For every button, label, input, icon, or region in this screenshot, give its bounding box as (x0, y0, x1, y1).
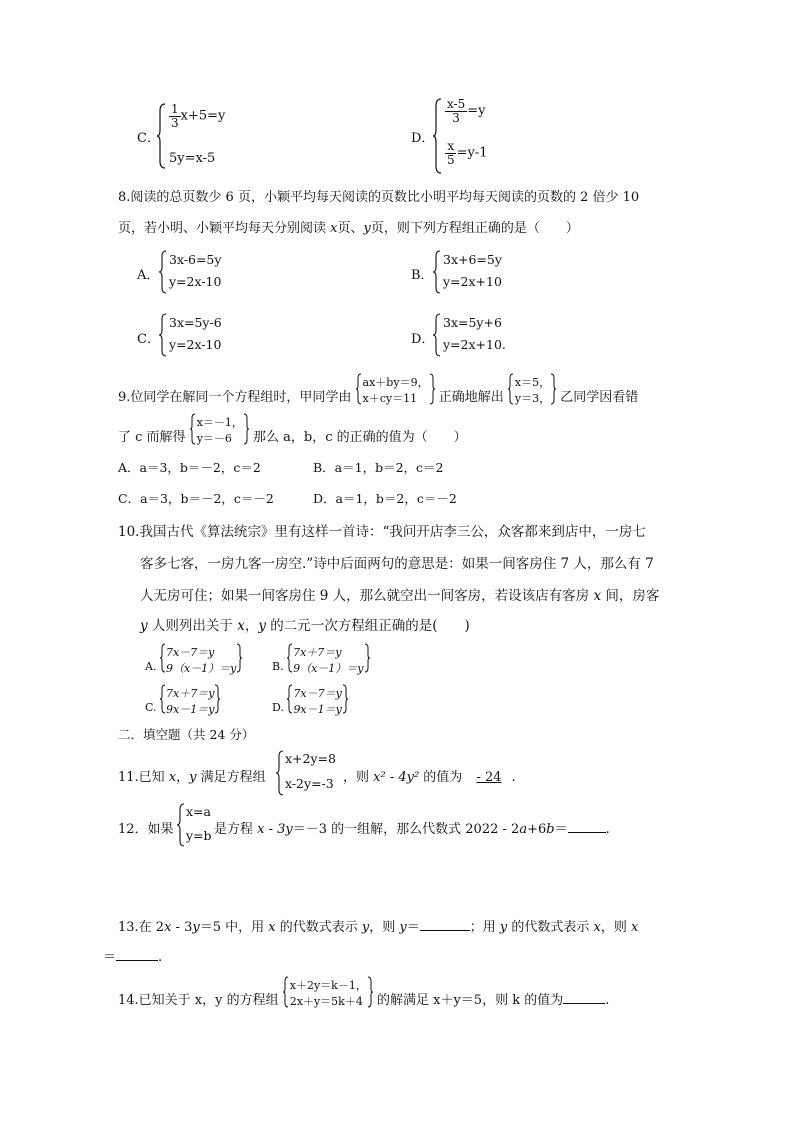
variable-x: x (330, 221, 338, 236)
q8-option-a-label: A． (137, 268, 160, 283)
q11-system (276, 750, 346, 796)
variable-x: x (631, 920, 639, 935)
right-brace-icon (243, 413, 249, 445)
fraction-denominator: 3 (171, 115, 179, 130)
q12-text-after (214, 818, 610, 837)
text: ；用 (469, 920, 500, 935)
q9-system-3 (190, 412, 249, 446)
equation-1: 7x＋7＝y (166, 687, 215, 700)
equation-2: y=2x+10 (443, 274, 502, 289)
equation-2: y＝－6 (196, 432, 232, 445)
left-brace-icon (433, 98, 443, 174)
q11-text-after (343, 766, 516, 785)
q13-line-2 (103, 946, 162, 965)
text: 是方程 (214, 822, 258, 837)
q12-text-before: 12．如果 (118, 822, 174, 837)
variable-x: x (168, 770, 177, 785)
q10-option-c (145, 683, 220, 715)
q9-system-2 (508, 372, 556, 406)
q8-option-b-label: B． (411, 268, 434, 283)
left-brace-icon (157, 103, 167, 169)
fraction-numerator: x (447, 139, 455, 153)
text: 满足方程组 (196, 770, 266, 785)
variable-x: x (237, 618, 245, 634)
text: ， (176, 770, 190, 785)
equation-1: x＝－1， (196, 416, 243, 429)
q9-line-2 (118, 412, 467, 446)
equation-1: x＝5， (514, 376, 551, 389)
text: 11.已知 (118, 770, 169, 785)
q10-line-3 (140, 584, 659, 604)
option-system (287, 683, 347, 715)
q14-line (118, 975, 609, 1009)
left-brace-icon (433, 250, 441, 294)
period: . (158, 950, 163, 965)
text: 的代数式表示 (507, 920, 594, 935)
equation-2: 9（x－1）＝y (293, 662, 364, 675)
variable-b: b (546, 822, 555, 837)
answer-blank[interactable] (568, 820, 606, 833)
option-system (160, 683, 220, 715)
variable-y: y (258, 618, 266, 634)
equation-text: =y-1 (456, 145, 488, 161)
variable-y: y (363, 221, 371, 236)
q9-system-1 (356, 372, 435, 406)
text: 那么 a，b，c 的正确的值为（ ） (253, 429, 467, 445)
q9-option-a: A．a＝3，b＝－2，c＝2 (118, 460, 261, 475)
option-label: A. (145, 660, 157, 673)
option-label: D. (272, 701, 284, 714)
left-brace-icon (276, 750, 284, 796)
equation-2: 9x－1＝y (166, 703, 215, 716)
equation-2 (443, 337, 506, 352)
q8-option-c-label: C． (137, 332, 160, 347)
q12-system (177, 803, 217, 847)
equation-2 (445, 140, 488, 166)
variable-a: a (519, 822, 528, 837)
q13-line-1 (118, 916, 638, 935)
equation-2: y=2x-10 (169, 337, 222, 352)
equation-text: =y (467, 103, 486, 119)
text: 的二元一次方程组正确的是( ) (266, 618, 470, 634)
fraction-numerator: 1 (171, 102, 179, 116)
text: 14.已知关于 x，y 的方程组 (118, 992, 279, 1008)
answer-blank-1[interactable] (420, 918, 470, 931)
q8-option-d-label: D． (411, 332, 435, 347)
text: ＝ (406, 920, 420, 935)
equation-1: x+2y=8 (285, 751, 336, 766)
q9-line-1 (118, 372, 638, 406)
left-brace-icon (159, 313, 167, 357)
right-brace-icon (214, 684, 220, 714)
variable-x: x (593, 588, 602, 604)
q7-option-d-system (433, 98, 553, 174)
equation-1: 3x+6=5y (443, 252, 502, 267)
text: ＝5 中，用 (199, 920, 269, 935)
variable-x: x (593, 920, 601, 935)
left-brace-icon (433, 313, 441, 357)
text: 人无房可住；如果一间客房住 9 人，那么就空出一间客房，若设该店有客房 (140, 588, 594, 604)
right-brace-icon (236, 643, 242, 673)
right-brace-icon (550, 373, 556, 405)
answer-blank: - 24 (476, 770, 502, 785)
option-system (160, 642, 242, 674)
equation-2: 2x＋y＝5k＋4 (289, 995, 363, 1008)
text: +6 (527, 822, 547, 837)
q11-text-before (118, 766, 266, 785)
variable-y: y (192, 920, 200, 935)
equation-1: ax＋by＝9， (362, 376, 429, 389)
left-brace-icon (508, 373, 514, 405)
expression: x - 3y (257, 822, 293, 837)
right-brace-icon (367, 976, 373, 1008)
answer-blank[interactable] (563, 991, 605, 1004)
q9-option-c: C．a＝3，b＝－2，c＝－2 (118, 491, 274, 506)
option-label: D． (411, 131, 435, 146)
equation-1: 3x-6=5y (169, 252, 222, 267)
text: 9.位同学在解同一个方程组时，甲同学由 (118, 389, 352, 405)
equation-1: 3x=5y+6 (443, 315, 502, 330)
text: ， (244, 618, 259, 634)
q9-option-b: B．a＝1，b＝2，c＝2 (313, 460, 444, 475)
period: . (605, 992, 610, 1008)
answer-blank-2[interactable] (116, 948, 158, 961)
text: - 3 (171, 920, 193, 935)
equation-1 (445, 98, 486, 124)
text: 乙同学因看错 (560, 389, 639, 405)
q14-system (283, 975, 373, 1009)
text: 的值为 (419, 770, 467, 785)
equation-1: x=a (186, 804, 211, 819)
text: 13.在 2 (118, 920, 165, 935)
left-brace-icon (356, 373, 362, 405)
q8-option-d-system (433, 313, 523, 357)
q10-line-2: 客多七客，一房九客一房空.”诗中后面两句的意思是：如果一间客房住 7 人，那么有 7 (140, 556, 654, 572)
period: . (605, 822, 610, 837)
option-label: C. (145, 701, 157, 714)
equation-text: y=2x+10 (443, 337, 502, 352)
equation-2: y＝3， (514, 392, 551, 405)
text: 页，则下列方程组正确的是（ ） (370, 221, 579, 236)
equation-text: x+5=y (180, 108, 226, 124)
q8-line-2 (118, 217, 579, 236)
text: 了 c 而解得 (118, 429, 186, 445)
text: 页，若小明、小颖平均每天分别阅读 (118, 221, 331, 236)
text: 正确地解出 (438, 389, 504, 405)
fraction-denominator: 5 (447, 152, 455, 167)
q10-line-1: 10.我国古代《算法统宗》里有这样一首诗：“我问开店李三公，众客都来到店中，一房七 (118, 524, 646, 540)
variable-x: x (268, 920, 276, 935)
fraction-numerator: x-5 (447, 97, 466, 111)
option-system (287, 642, 369, 674)
equation-2: 9（x－1）＝y (165, 662, 237, 675)
q10-option-a (145, 642, 242, 674)
text: ，则 (343, 770, 374, 785)
right-brace-icon (342, 684, 348, 714)
q7-option-d (411, 105, 435, 146)
text: 间，房客 (601, 588, 660, 604)
period: . (501, 337, 506, 352)
variable-y: y (361, 920, 370, 935)
equation-1: 7x＋7＝y (293, 646, 342, 659)
variable-y: y (189, 770, 197, 785)
equation-2: 5y=x-5 (169, 151, 216, 166)
equation-1: 3x=5y-6 (169, 315, 222, 330)
variable-x: x (164, 920, 172, 935)
text: 人则列出关于 (147, 618, 238, 634)
equation-1: 7x－7＝y (165, 646, 215, 659)
text: 的代数式表示 (275, 920, 362, 935)
variable-y: y (140, 618, 148, 634)
left-brace-icon (159, 250, 167, 294)
variable-y: y (499, 920, 508, 935)
text: ，则 (600, 920, 631, 935)
left-brace-icon (283, 976, 289, 1008)
option-label: C． (137, 131, 160, 146)
text: 页、 (337, 221, 364, 236)
equation-1 (169, 103, 225, 129)
right-brace-icon (364, 643, 370, 673)
equation-2: y=2x-10 (169, 274, 222, 289)
q10-line-4 (140, 614, 470, 634)
text: ＝－3 的一组解，那么代数式 2022 - 2 (292, 822, 520, 837)
equation-2: x-2y=-3 (285, 776, 334, 791)
q10-option-d (272, 683, 348, 715)
period: . (511, 770, 516, 785)
option-label: B. (272, 660, 284, 673)
expression: x² - 4y² (373, 770, 420, 785)
text: ＝ (103, 950, 117, 965)
right-brace-icon (429, 373, 435, 405)
equation-2: 9x－1＝y (293, 703, 342, 716)
q10-option-b (272, 642, 370, 674)
left-brace-icon (177, 803, 185, 847)
equation-1: 7x－7＝y (293, 687, 342, 700)
section-heading: 二．填空题（共 24 分） (118, 727, 255, 742)
equation-2: y=b (186, 828, 212, 843)
q9-option-d: D．a＝1，b＝2，c＝－2 (313, 491, 457, 506)
text: ＝ (554, 822, 568, 837)
left-brace-icon (190, 413, 196, 445)
q8-line-1: 8.阅读的总页数少 6 页，小颖平均每天阅读的页数比小明平均每天阅读的页数的 2 倍少 10 (118, 190, 640, 205)
fraction-denominator: 3 (452, 110, 460, 125)
q7-option-c-system (157, 103, 277, 169)
equation-2: x＋cy＝11 (362, 392, 418, 405)
text: 的解满足 x＋y＝5，则 k 的值为 (377, 992, 564, 1008)
variable-y: y (399, 920, 407, 935)
equation-1: x＋2y＝k－1， (289, 979, 367, 992)
text: ，则 (369, 920, 400, 935)
